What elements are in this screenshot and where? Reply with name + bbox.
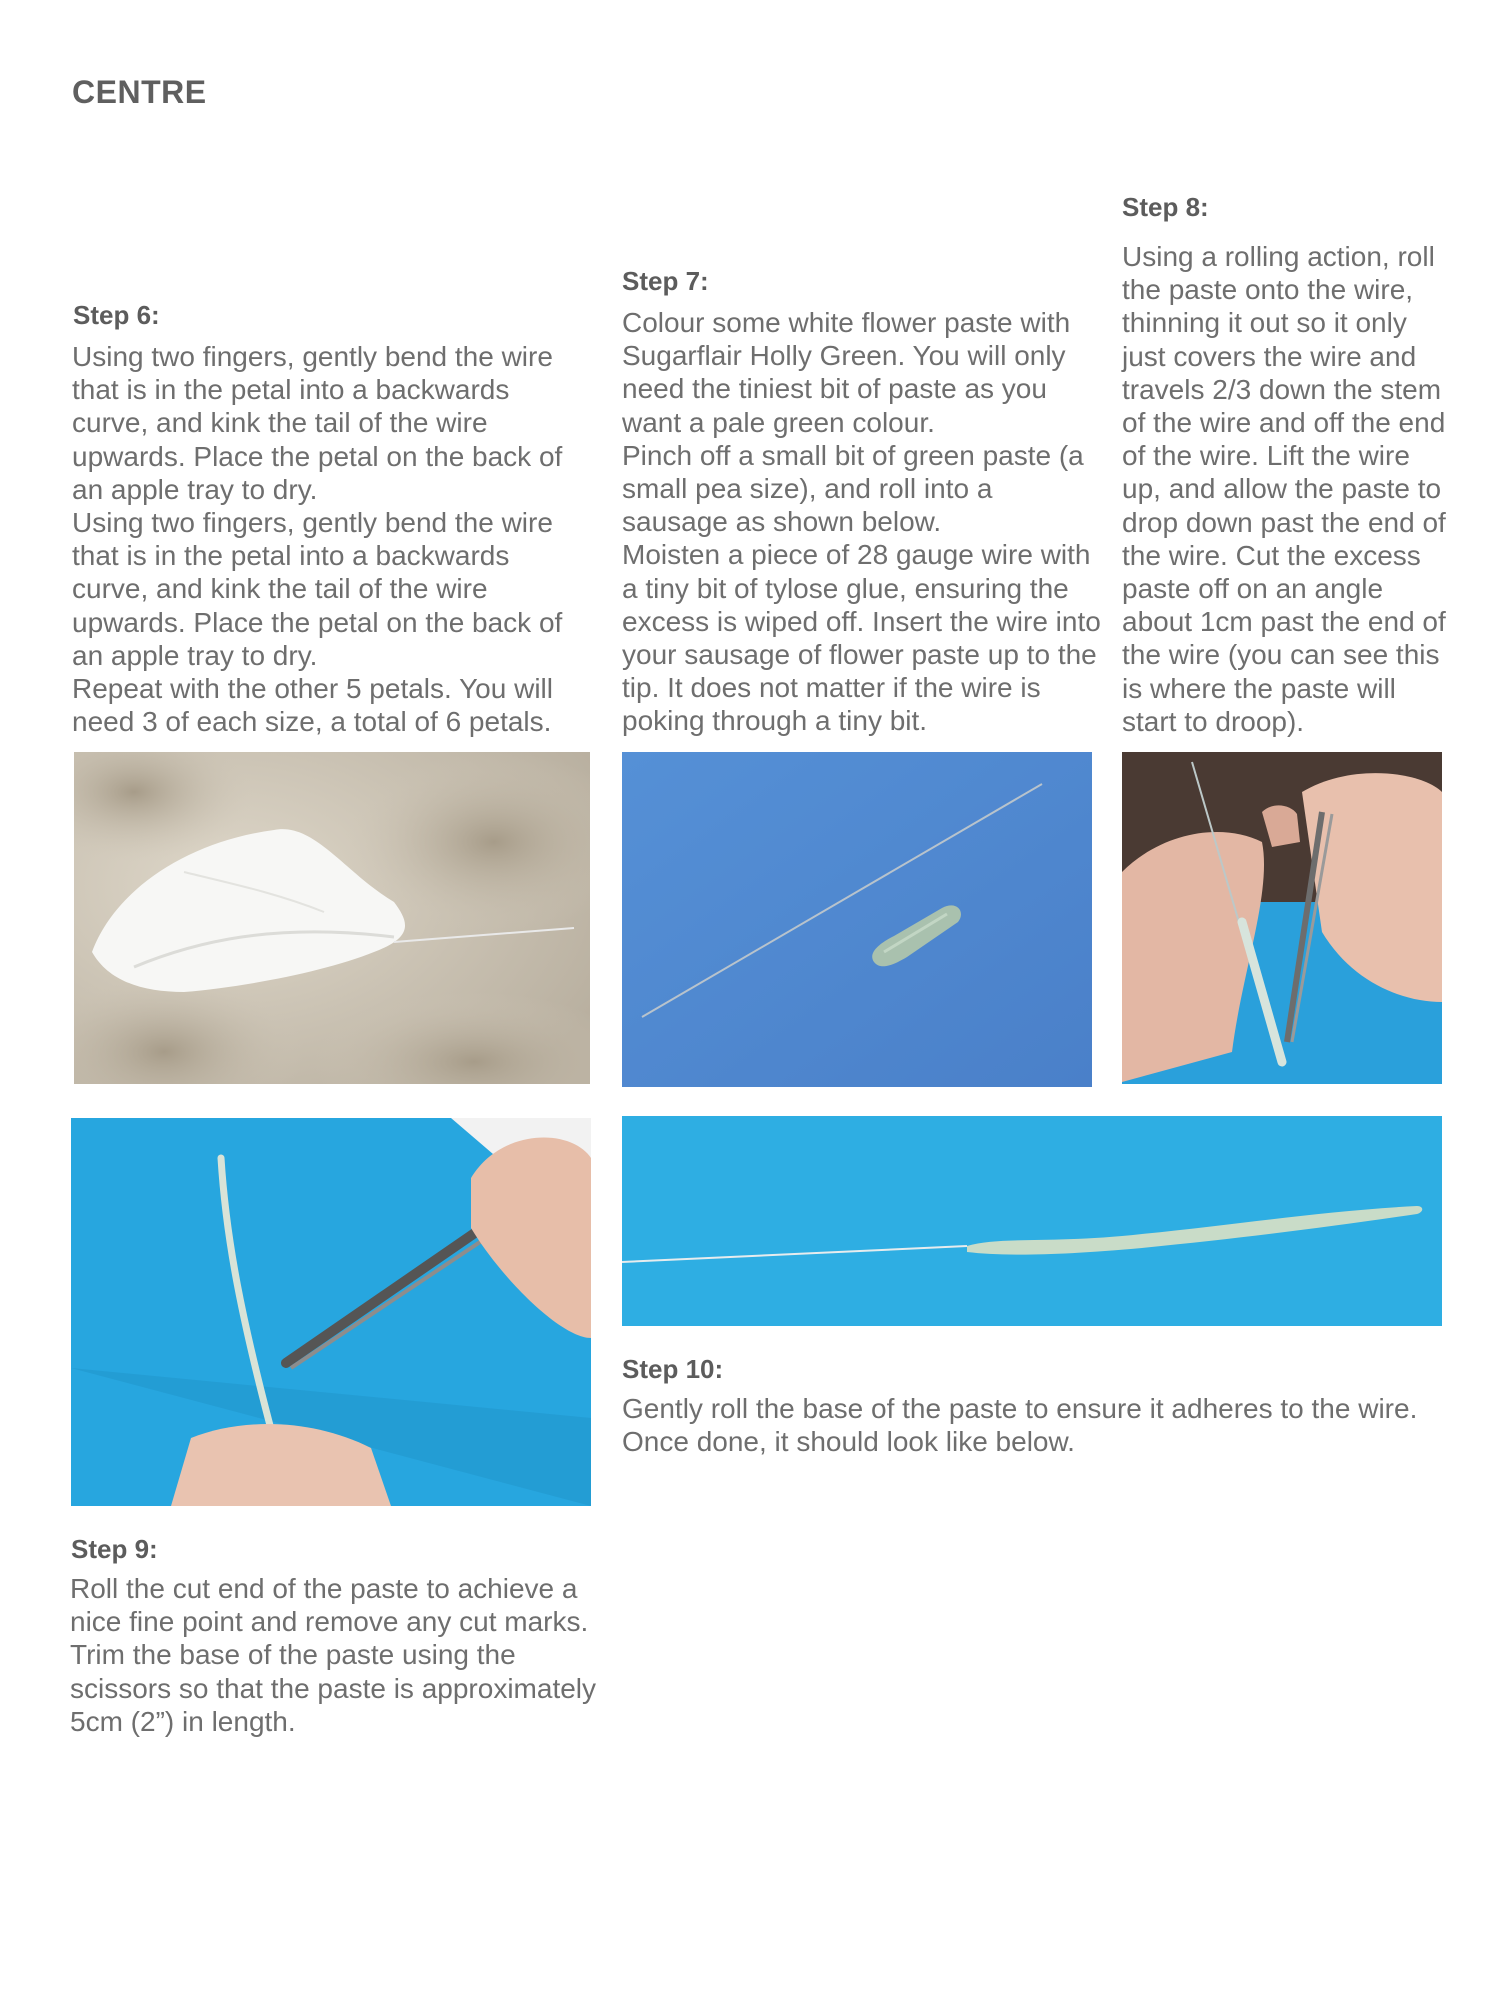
step-9-heading: Step 9: xyxy=(71,1534,158,1564)
step-10-text xyxy=(622,1392,1442,1458)
step-8-photo xyxy=(1122,752,1442,1084)
step-6-photo xyxy=(74,752,590,1084)
step-8-paragraph: Using a rolling action, roll the paste onto the wire, thinning it out so it only just covers the wire and travels 2/3 down the stem of the wire and off the end of the wire. Lift the wire up, and allow the paste to drop down past the end of the wire. Cut the excess paste off on an angle about 1cm past the end of the wire (you can see this is where the paste will start to droop). xyxy=(1122,241,1446,737)
step-8-text xyxy=(1122,240,1452,738)
step-6-paragraph: Using two fingers, gently bend the wire that is in the petal into a backwards curve, and kink the tail of the wire upwards. Place the petal on the back of an apple tray to dry. xyxy=(72,507,563,671)
step-7-heading: Step 7: xyxy=(622,266,709,296)
step-8-heading: Step 8: xyxy=(1122,192,1209,222)
step-10-photo xyxy=(622,1116,1442,1326)
step-6-text xyxy=(72,340,592,738)
step-6-paragraph: Repeat with the other 5 petals. You will need 3 of each size, a total of 6 petals. xyxy=(72,673,553,738)
step-7-paragraph: Moisten a piece of 28 gauge wire with a tiny bit of tylose glue, ensuring the excess is wiped off. Insert the wire into your sausage of flower paste up to the tip. It does not matter if the wire is poking through a tiny bit. xyxy=(622,539,1101,737)
step-7-paragraph: Pinch off a small bit of green paste (a small pea size), and roll into a sausage as shown below. xyxy=(622,439,1084,538)
step-6-paragraph: Using two fingers, gently bend the wire that is in the petal into a backwards curve, and kink the tail of the wire upwards. Place the petal on the back of an apple tray to dry. xyxy=(72,341,563,505)
step-7-text xyxy=(622,306,1102,738)
step-10-heading: Step 10: xyxy=(622,1354,724,1384)
step-9-text xyxy=(70,1572,600,1738)
step-7-paragraph: Colour some white flower paste with Sugarflair Holly Green. You will only need the tiniest bit of paste as you want a pale green colour. xyxy=(622,307,1071,438)
step-9-photo xyxy=(71,1118,591,1506)
step-6-heading: Step 6: xyxy=(73,300,160,330)
page-title: CENTRE xyxy=(72,74,207,110)
step-7-photo xyxy=(622,752,1092,1087)
step-9-paragraph: Roll the cut end of the paste to achieve a nice fine point and remove any cut marks. Trim the base of the paste using the scissors so that the paste is approximately 5cm (2”) in length. xyxy=(70,1573,597,1737)
step-10-paragraph: Gently roll the base of the paste to ensure it adheres to the wire. Once done, it should look like below. xyxy=(622,1393,1418,1458)
